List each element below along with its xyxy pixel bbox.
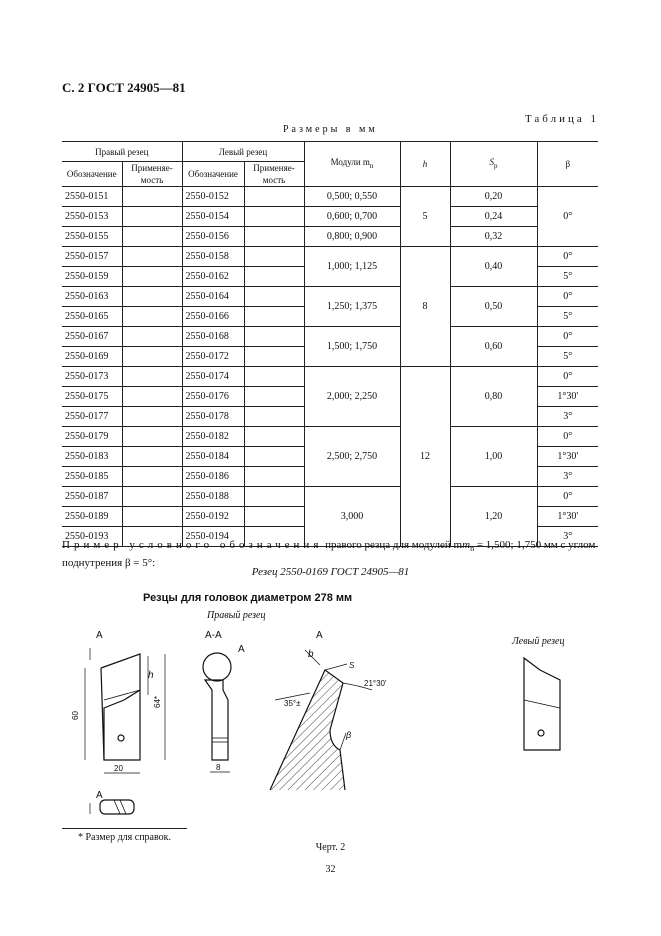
- designation-example: Пример условного обозначения правого резца для модулей $mm_n = 1,500$; 1,750 мм с углом поднутрения β = 5°:: [62, 539, 596, 570]
- dim-64: 64*: [153, 695, 162, 708]
- section-a-a: [203, 653, 231, 772]
- beta-cell: 5°: [537, 307, 598, 327]
- beta-cell: 1°30': [537, 387, 598, 407]
- s-cell: 0,40: [450, 247, 537, 287]
- left-designation-header: Обозначение: [182, 162, 244, 187]
- label-beta: β: [346, 730, 352, 740]
- beta-cell: 0°: [537, 327, 598, 347]
- label-a-detail: A: [316, 630, 323, 641]
- beta-header: β: [537, 142, 598, 187]
- left-cutter-label: Левый резец: [512, 636, 565, 647]
- s-cell: 0,24: [450, 207, 537, 227]
- beta-cell: 1°30': [537, 507, 598, 527]
- table-cell: 2550-0163: [62, 287, 122, 307]
- table-cell: 2550-0166: [182, 307, 244, 327]
- right-cutter-header: Правый резец: [62, 142, 182, 162]
- label-h: h: [148, 670, 154, 681]
- footnote: * Размер для справок.: [78, 832, 171, 843]
- table-cell: 2550-0178: [182, 407, 244, 427]
- table-cell: 2550-0169: [62, 347, 122, 367]
- table-cell: 2550-0192: [182, 507, 244, 527]
- module-header: Модули $m_n$: [304, 142, 400, 187]
- beta-cell: 0°: [537, 187, 598, 247]
- beta-cell: 3°: [537, 527, 598, 547]
- dim-60: 60: [71, 711, 80, 720]
- table-cell: 2550-0182: [182, 427, 244, 447]
- table-cell: 2550-0177: [62, 407, 122, 427]
- label-a-a: A-A: [205, 630, 222, 641]
- page-number: 32: [325, 864, 336, 875]
- table-cell: 2550-0194: [182, 527, 244, 547]
- module-cell: 3,000: [304, 487, 400, 547]
- s-cell: 0,60: [450, 327, 537, 367]
- module-cell: 1,500; 1,750: [304, 327, 400, 367]
- table-cell: 2550-0165: [62, 307, 122, 327]
- table-cell: 2550-0154: [182, 207, 244, 227]
- table-cell: 2550-0176: [182, 387, 244, 407]
- footnote-rule: [62, 828, 187, 829]
- table-cell: 2550-0153: [62, 207, 122, 227]
- beta-cell: 0°: [537, 367, 598, 387]
- label-s: S: [349, 661, 355, 670]
- dim-20: 20: [114, 764, 123, 773]
- designation-sample: Резец 2550-0169 ГОСТ 24905—81: [251, 566, 410, 578]
- figure-title: Резцы для головок диаметром 278 мм: [143, 592, 353, 604]
- table-cell: 2550-0187: [62, 487, 122, 507]
- left-cutter-header: Левый резец: [182, 142, 304, 162]
- table-cell: 2550-0172: [182, 347, 244, 367]
- page-header: С. 2 ГОСТ 24905—81: [62, 80, 186, 95]
- beta-cell: 0°: [537, 487, 598, 507]
- module-cell: 2,500; 2,750: [304, 427, 400, 487]
- table-cell: 2550-0157: [62, 247, 122, 267]
- label-a-bottom: A: [96, 790, 103, 801]
- beta-cell: 5°: [537, 347, 598, 367]
- beta-cell: 3°: [537, 407, 598, 427]
- module-cell: 0,500; 0,550: [304, 187, 400, 207]
- module-cell: 1,000; 1,125: [304, 247, 400, 287]
- left-cutter-view: [524, 658, 560, 750]
- table-cell: 2550-0179: [62, 427, 122, 447]
- s-cell: 1,00: [450, 427, 537, 487]
- module-cell: 2,000; 2,250: [304, 367, 400, 427]
- s-cell: 1,20: [450, 487, 537, 547]
- module-cell: 0,800; 0,900: [304, 227, 400, 247]
- beta-cell: 1°30': [537, 447, 598, 467]
- table-cell: 2550-0185: [62, 467, 122, 487]
- module-cell: 1,250; 1,375: [304, 287, 400, 327]
- s-cell: 0,32: [450, 227, 537, 247]
- table-cell: 2550-0189: [62, 507, 122, 527]
- figure-number: Черт. 2: [315, 842, 346, 853]
- table-cell: 2550-0175: [62, 387, 122, 407]
- right-designation-header: Обозначение: [62, 162, 122, 187]
- module-cell: 0,600; 0,700: [304, 207, 400, 227]
- table-cell: 2550-0155: [62, 227, 122, 247]
- bottom-view: [100, 800, 134, 814]
- h-cell: 12: [400, 367, 450, 547]
- table-cell: 2550-0186: [182, 467, 244, 487]
- table-cell: 2550-0183: [62, 447, 122, 467]
- h-header: h: [400, 142, 450, 187]
- dim-8: 8: [216, 763, 221, 772]
- table-cell: 2550-0168: [182, 327, 244, 347]
- table-cell: 2550-0184: [182, 447, 244, 467]
- table-cell: 2550-0159: [62, 267, 122, 287]
- table-cell: 2550-0188: [182, 487, 244, 507]
- table-caption: Таблица 1: [524, 113, 599, 125]
- table-cell: 2550-0158: [182, 247, 244, 267]
- beta-cell: 0°: [537, 427, 598, 447]
- h-cell: 5: [400, 187, 450, 247]
- detail-a: [270, 650, 372, 790]
- table-cell: 2550-0193: [62, 527, 122, 547]
- table-cell: 2550-0174: [182, 367, 244, 387]
- angle-35: 35°±: [284, 699, 301, 708]
- s-header: $S_p$: [450, 142, 537, 187]
- table-cell: 2550-0162: [182, 267, 244, 287]
- table-cell: 2550-0167: [62, 327, 122, 347]
- table-cell: 2550-0156: [182, 227, 244, 247]
- right-applicability-header: Применяе-мость: [122, 162, 182, 187]
- beta-cell: 0°: [537, 287, 598, 307]
- label-a: A: [96, 630, 103, 641]
- left-applicability-header: Применяе-мость: [244, 162, 304, 187]
- s-cell: 0,20: [450, 187, 537, 207]
- table-cell: 2550-0164: [182, 287, 244, 307]
- s-cell: 0,50: [450, 287, 537, 327]
- beta-cell: 5°: [537, 267, 598, 287]
- s-cell: 0,80: [450, 367, 537, 427]
- beta-cell: 0°: [537, 247, 598, 267]
- beta-cell: 3°: [537, 467, 598, 487]
- label-a-detail-ref: A: [238, 644, 245, 655]
- angle-21: 21°30': [364, 679, 387, 688]
- h-cell: 8: [400, 247, 450, 367]
- table-cell: 2550-0151: [62, 187, 122, 207]
- right-cutter-label: Правый резец: [207, 610, 266, 621]
- table-subcaption: Размеры в мм: [283, 124, 378, 135]
- table-cell: 2550-0173: [62, 367, 122, 387]
- table-cell: 2550-0152: [182, 187, 244, 207]
- label-b: b: [308, 649, 314, 660]
